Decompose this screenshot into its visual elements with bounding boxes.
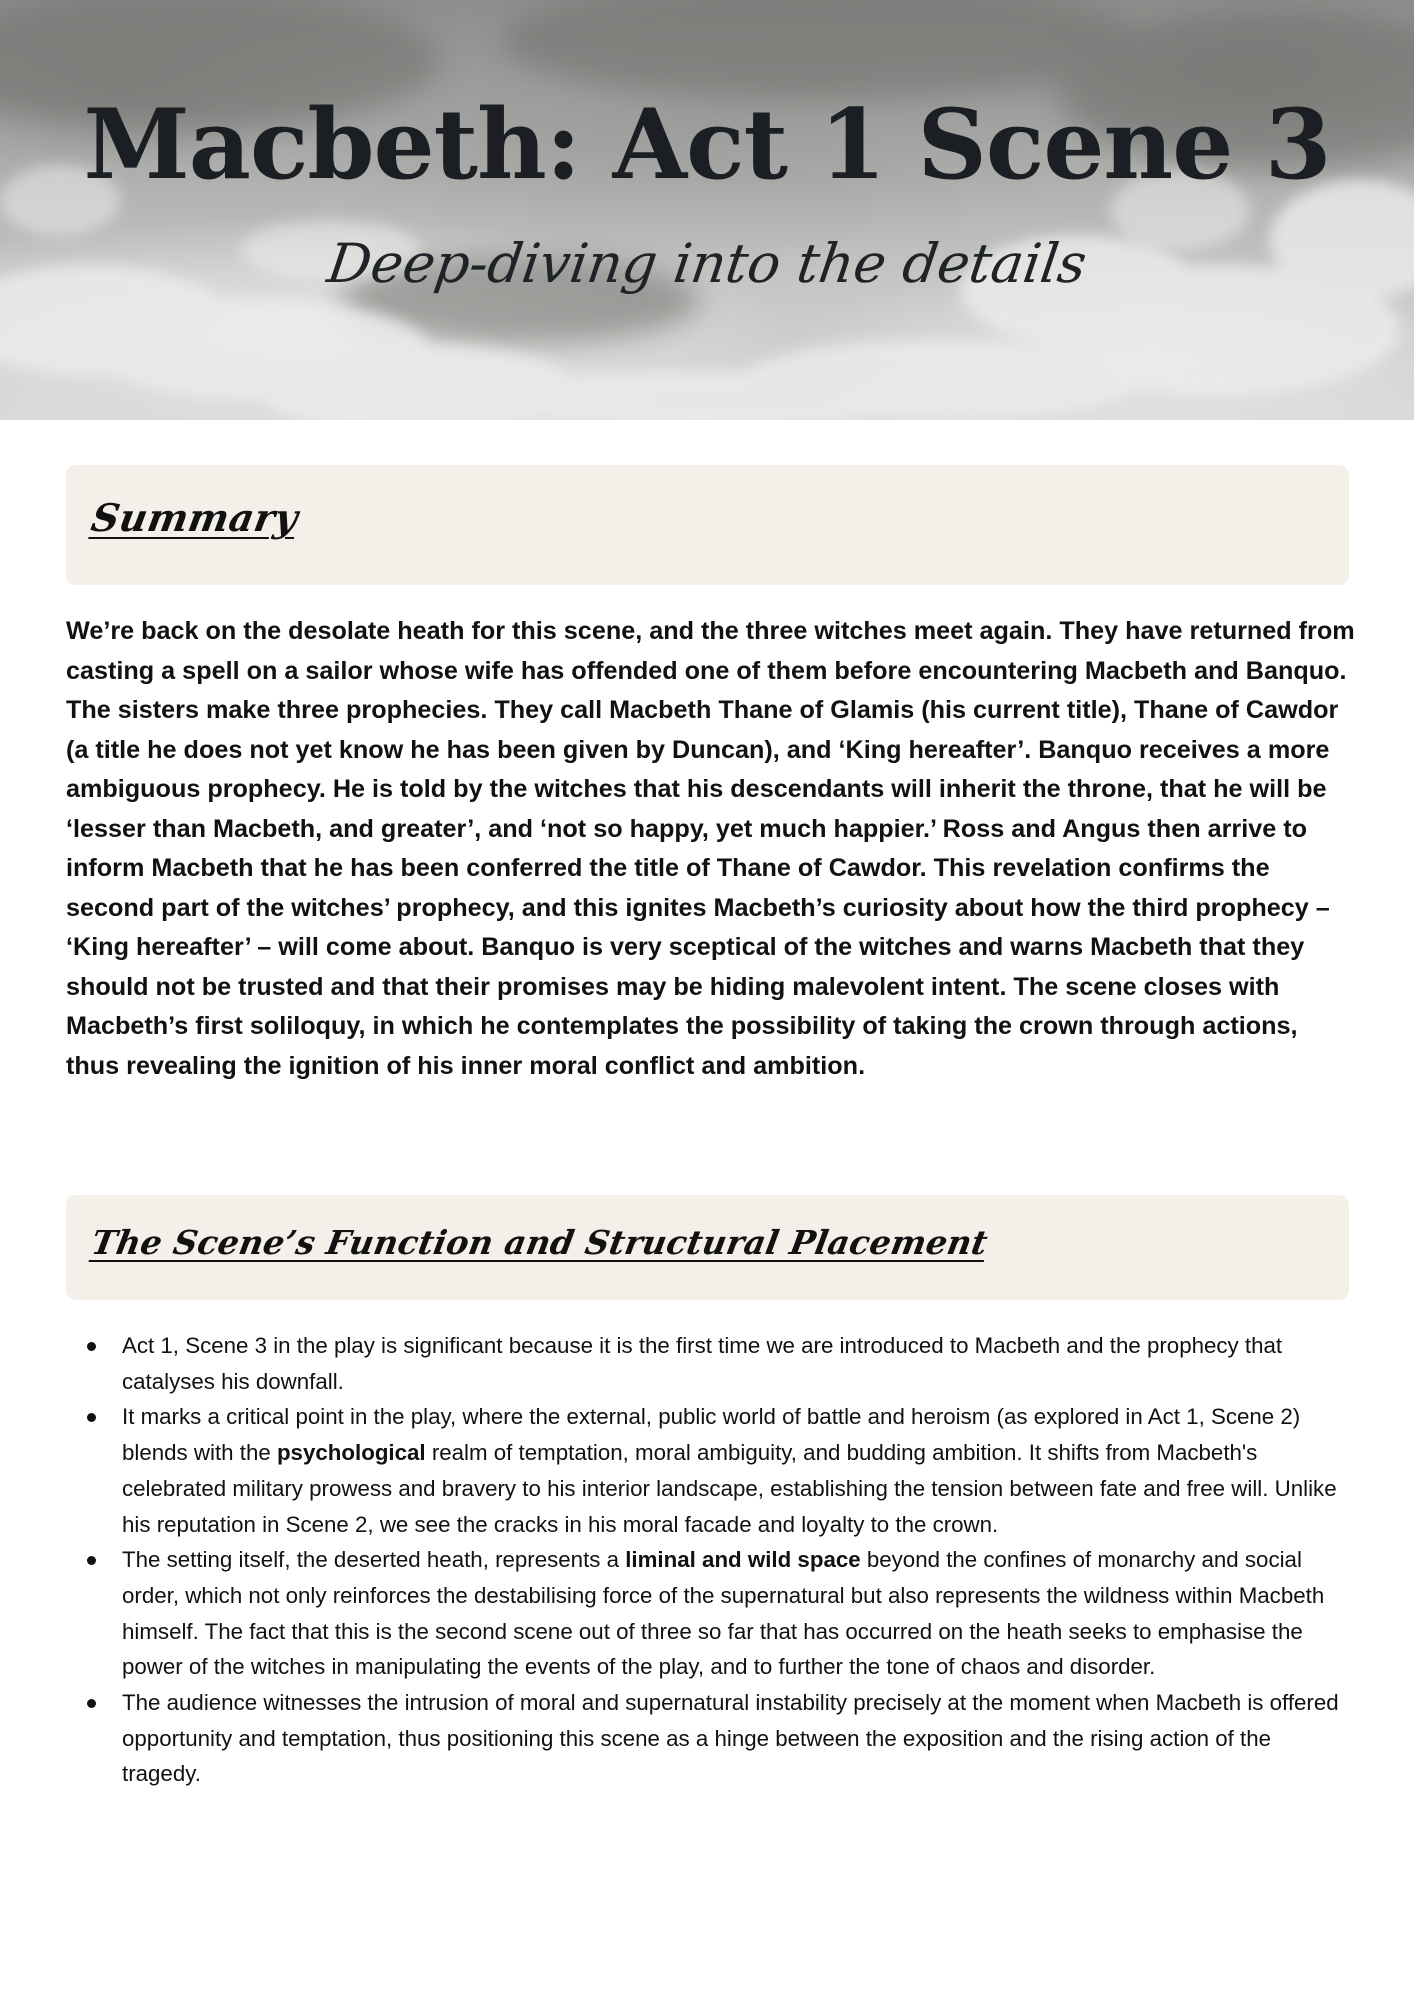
bullet-text-start: It marks a critical point in the play, where the external, public world of battle and heroism (as explored in Act 1, Scene 2) blends with the	[122, 1404, 1301, 1466]
header-banner	[0, 0, 1414, 420]
bullet-text-end: beyond the confines of monarchy and social order, which not only reinforces the destabilising force of the supernatural but also represents the wildness within Macbeth himself. The fact that this is the second scene out of three so far that has occurred on the heath seeks to emphasise the power of the witches in manipulating the events of the play, and to further the tone of chaos and disorder.	[122, 1547, 1325, 1680]
bullet-text: Act 1, Scene 3 in the play is significant because it is the first time we are introduced to Macbeth and the prophecy that catalyses his downfall.	[122, 1333, 1283, 1394]
bullet-icon	[87, 1556, 96, 1565]
page-title: Macbeth: Act 1 Scene 3	[83, 88, 1331, 201]
list-item	[66, 1685, 1356, 1792]
bullet-text: The audience witnesses the intrusion of moral and supernatural instability precisely at the moment when Macbeth is offered opportunity and temptation, thus positioning this scene as a hinge between the exposition and the rising action of the tragedy.	[122, 1690, 1339, 1787]
cloud-sky-image	[0, 0, 1414, 420]
bullet-bold-term: psychological	[276, 1440, 426, 1466]
page-subtitle: Deep-diving into the details	[323, 232, 1091, 295]
bullet-icon	[87, 1413, 96, 1422]
summary-paragraph: We’re back on the desolate heath for this scene, and the three witches meet again. They have returned from casting a spell on a sailor whose wife has offended one of them before encountering Macbeth and Banquo. The sisters make three prophecies. They call Macbeth Thane of Glamis (his current title), Thane of Cawdor (a title he does not yet know he has been given by Duncan), and ‘King hereafter’. Banquo receives a more ambiguous prophecy. He is told by the witches that his descendants will inherit the throne, that he will be ‘lesser than Macbeth, and greater’, and ‘not so happy, yet much happier.’ Ross and Angus then arrive to inform Macbeth that he has been conferred the title of Thane of Cawdor. This revelation confirms the second part of the witches’ prophecy, and this ignites Macbeth’s curiosity about how the third prophecy – ‘King hereafter’ – will come about. Banquo is very sceptical of the witches and warns Macbeth that they should not be trusted and that their promises may be hiding malevolent intent. The scene closes with Macbeth’s first soliloquy, in which he contemplates the possibility of taking the crown through actions, thus revealing the ignition of his inner moral conflict and ambition.	[66, 617, 1355, 1080]
list-item	[66, 1399, 1356, 1542]
function-bullet-list	[66, 1328, 1356, 1792]
summary-header-box	[66, 465, 1349, 585]
bullet-text-end: realm of temptation, moral ambiguity, and budding ambition. It shifts from Macbeth's celebrated military prowess and bravery to his interior landscape, establishing the tension between fate and free will. Unlike his reputation in Scene 2, we see the cracks in his moral facade and loyalty to the crown.	[122, 1440, 1337, 1537]
bullet-icon	[87, 1699, 96, 1708]
bullet-icon	[87, 1342, 96, 1351]
list-item	[66, 1328, 1356, 1399]
bullet-text-start: The setting itself, the deserted heath, represents a	[122, 1547, 626, 1573]
list-item	[66, 1542, 1356, 1685]
function-heading: The Scene’s Function and Structural Placement	[88, 1223, 991, 1262]
summary-heading: Summary	[88, 495, 302, 540]
function-header-box	[66, 1195, 1349, 1300]
bullet-bold-term: liminal and wild space	[625, 1547, 861, 1573]
